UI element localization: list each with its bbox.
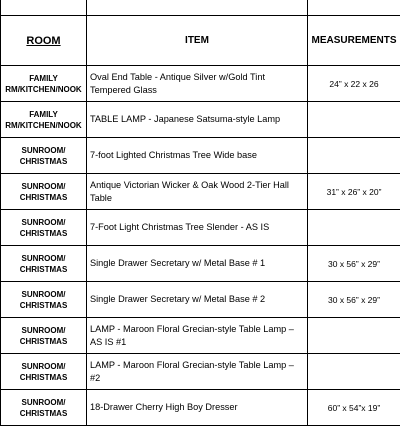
room-line-1: SUNROOM/ xyxy=(3,397,84,408)
table-row xyxy=(1,282,400,318)
room-cell xyxy=(1,282,87,318)
table-row xyxy=(1,138,400,174)
table-row xyxy=(1,66,400,102)
room-line-1: SUNROOM/ xyxy=(3,289,84,300)
item-cell: Single Drawer Secretary w/ Metal Base # 2 xyxy=(87,282,308,318)
item-cell: LAMP - Maroon Floral Grecian-style Table Lamp – #2 xyxy=(87,354,308,390)
room-line-2: CHRISTMAS xyxy=(3,192,84,203)
room-cell xyxy=(1,246,87,282)
room-line-2: CHRISTMAS xyxy=(3,300,84,311)
room-cell xyxy=(1,66,87,102)
item-cell: 7-foot Lighted Christmas Tree Wide base xyxy=(87,138,308,174)
header-row xyxy=(1,16,400,66)
table-row xyxy=(1,174,400,210)
room-line-2: CHRISTMAS xyxy=(3,408,84,419)
measurements-cell: 24” x 22 x 26 xyxy=(308,66,400,102)
table-row xyxy=(1,210,400,246)
room-line-2: CHRISTMAS xyxy=(3,372,84,383)
measurements-cell xyxy=(308,318,400,354)
table-row xyxy=(1,102,400,138)
room-line-1: FAMILY xyxy=(3,109,84,120)
room-line-2: CHRISTMAS xyxy=(3,264,84,275)
measurements-column-header: MEASUREMENTS xyxy=(308,16,400,66)
room-line-1: SUNROOM/ xyxy=(3,217,84,228)
stub-cell xyxy=(1,0,87,16)
measurements-cell xyxy=(308,138,400,174)
room-line-1: SUNROOM/ xyxy=(3,181,84,192)
room-column-header: ROOM xyxy=(1,16,87,66)
measurements-cell: 31” x 26” x 20” xyxy=(308,174,400,210)
room-line-2: CHRISTMAS xyxy=(3,156,84,167)
room-line-1: SUNROOM/ xyxy=(3,253,84,264)
table-top-stub-row xyxy=(1,0,400,16)
item-cell: TABLE LAMP - Japanese Satsuma-style Lamp xyxy=(87,102,308,138)
room-line-1: FAMILY xyxy=(3,73,84,84)
room-cell xyxy=(1,354,87,390)
stub-cell xyxy=(308,0,400,16)
room-cell xyxy=(1,210,87,246)
item-cell: 18-Drawer Cherry High Boy Dresser xyxy=(87,390,308,426)
room-line-1: SUNROOM/ xyxy=(3,325,84,336)
room-line-1: SUNROOM/ xyxy=(3,361,84,372)
measurements-cell xyxy=(308,210,400,246)
table-row xyxy=(1,318,400,354)
room-cell xyxy=(1,318,87,354)
item-cell: LAMP - Maroon Floral Grecian-style Table Lamp – AS IS #1 xyxy=(87,318,308,354)
measurements-cell: 60” x 54”x 19” xyxy=(308,390,400,426)
item-cell: 7-Foot Light Christmas Tree Slender - AS IS xyxy=(87,210,308,246)
room-cell xyxy=(1,390,87,426)
stub-cell xyxy=(87,0,308,16)
item-cell: Oval End Table - Antique Silver w/Gold Tint Tempered Glass xyxy=(87,66,308,102)
room-line-1: SUNROOM/ xyxy=(3,145,84,156)
table-row xyxy=(1,246,400,282)
room-cell xyxy=(1,102,87,138)
table-row xyxy=(1,390,400,426)
item-cell: Single Drawer Secretary w/ Metal Base # 1 xyxy=(87,246,308,282)
table-row xyxy=(1,354,400,390)
measurements-cell: 30 x 56” x 29” xyxy=(308,282,400,318)
room-line-2: CHRISTMAS xyxy=(3,228,84,239)
room-cell xyxy=(1,138,87,174)
room-line-2: RM/KITCHEN/NOOK xyxy=(3,84,84,95)
item-cell: Antique Victorian Wicker & Oak Wood 2-Tier Hall Table xyxy=(87,174,308,210)
measurements-cell xyxy=(308,102,400,138)
room-cell xyxy=(1,174,87,210)
room-line-2: RM/KITCHEN/NOOK xyxy=(3,120,84,131)
room-line-2: CHRISTMAS xyxy=(3,336,84,347)
item-column-header: ITEM xyxy=(87,16,308,66)
measurements-cell: 30 x 56” x 29” xyxy=(308,246,400,282)
measurements-cell xyxy=(308,354,400,390)
